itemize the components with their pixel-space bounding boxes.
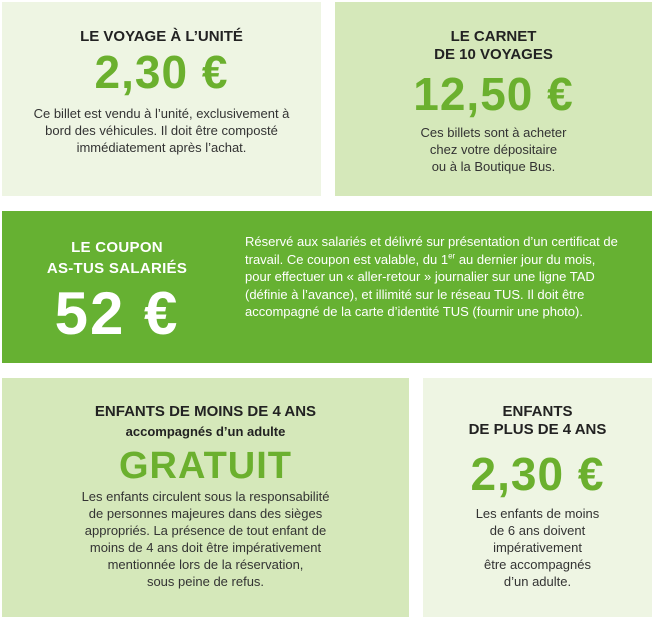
coupon-description bbox=[245, 233, 620, 321]
coupon-heading-group bbox=[2, 237, 232, 347]
children-under-4-subtitle: accompagnés d’un adulte bbox=[125, 424, 286, 439]
coupon-description-start: Réservé aux salariés et délivré sur présentation d’un certificat de travail. Ce coupon est valable, du 1 bbox=[245, 234, 618, 267]
single-trip-card bbox=[2, 2, 321, 196]
booklet-price: 12,50 € bbox=[413, 68, 574, 120]
single-trip-description: Ce billet est vendu à l’unité, exclusivement à bord des véhicules. Il doit être composté immédiatement après l’achat. bbox=[33, 106, 290, 155]
coupon-description-end: au dernier jour du mois, pour effectuer un « aller-retour » journalier sur une ligne TAD (définie à l’avance), et illimité sur le réseau TUS. Il doit être accompagné de la carte d’identité TUS (fournir une photo). bbox=[245, 251, 596, 319]
single-trip-price: 2,30 € bbox=[94, 46, 229, 98]
coupon-card bbox=[2, 211, 652, 363]
coupon-title: LE COUPON AS-TUS SALARIÉS bbox=[46, 239, 188, 277]
children-over-4-title: ENFANTS DE PLUS DE 4 ANS bbox=[468, 403, 607, 438]
children-under-4-title: ENFANTS DE MOINS DE 4 ANS bbox=[94, 403, 317, 420]
children-under-4-price: GRATUIT bbox=[118, 445, 293, 487]
coupon-description-superscript: er bbox=[448, 251, 456, 261]
booklet-title: LE CARNET DE 10 VOYAGES bbox=[434, 28, 553, 63]
children-over-4-card bbox=[423, 378, 652, 617]
single-trip-title: LE VOYAGE À L’UNITÉ bbox=[80, 28, 243, 45]
children-under-4-card bbox=[2, 378, 409, 617]
children-under-4-description: Les enfants circulent sous la responsabilité de personnes majeures dans des sièges appropriés. La présence de tout enfant de moins de 4 ans doit être impérativement mentionnée lors de la réservation, sous peine de refus. bbox=[81, 489, 330, 589]
booklet-description: Ces billets sont à acheter chez votre dépositaire ou à la Boutique Bus. bbox=[420, 125, 567, 174]
coupon-price: 52 € bbox=[54, 280, 180, 347]
children-over-4-description: Les enfants de moins de 6 ans doivent impérativement être accompagnés d’un adulte. bbox=[475, 506, 600, 589]
children-over-4-price: 2,30 € bbox=[470, 448, 605, 500]
booklet-card bbox=[335, 2, 652, 196]
